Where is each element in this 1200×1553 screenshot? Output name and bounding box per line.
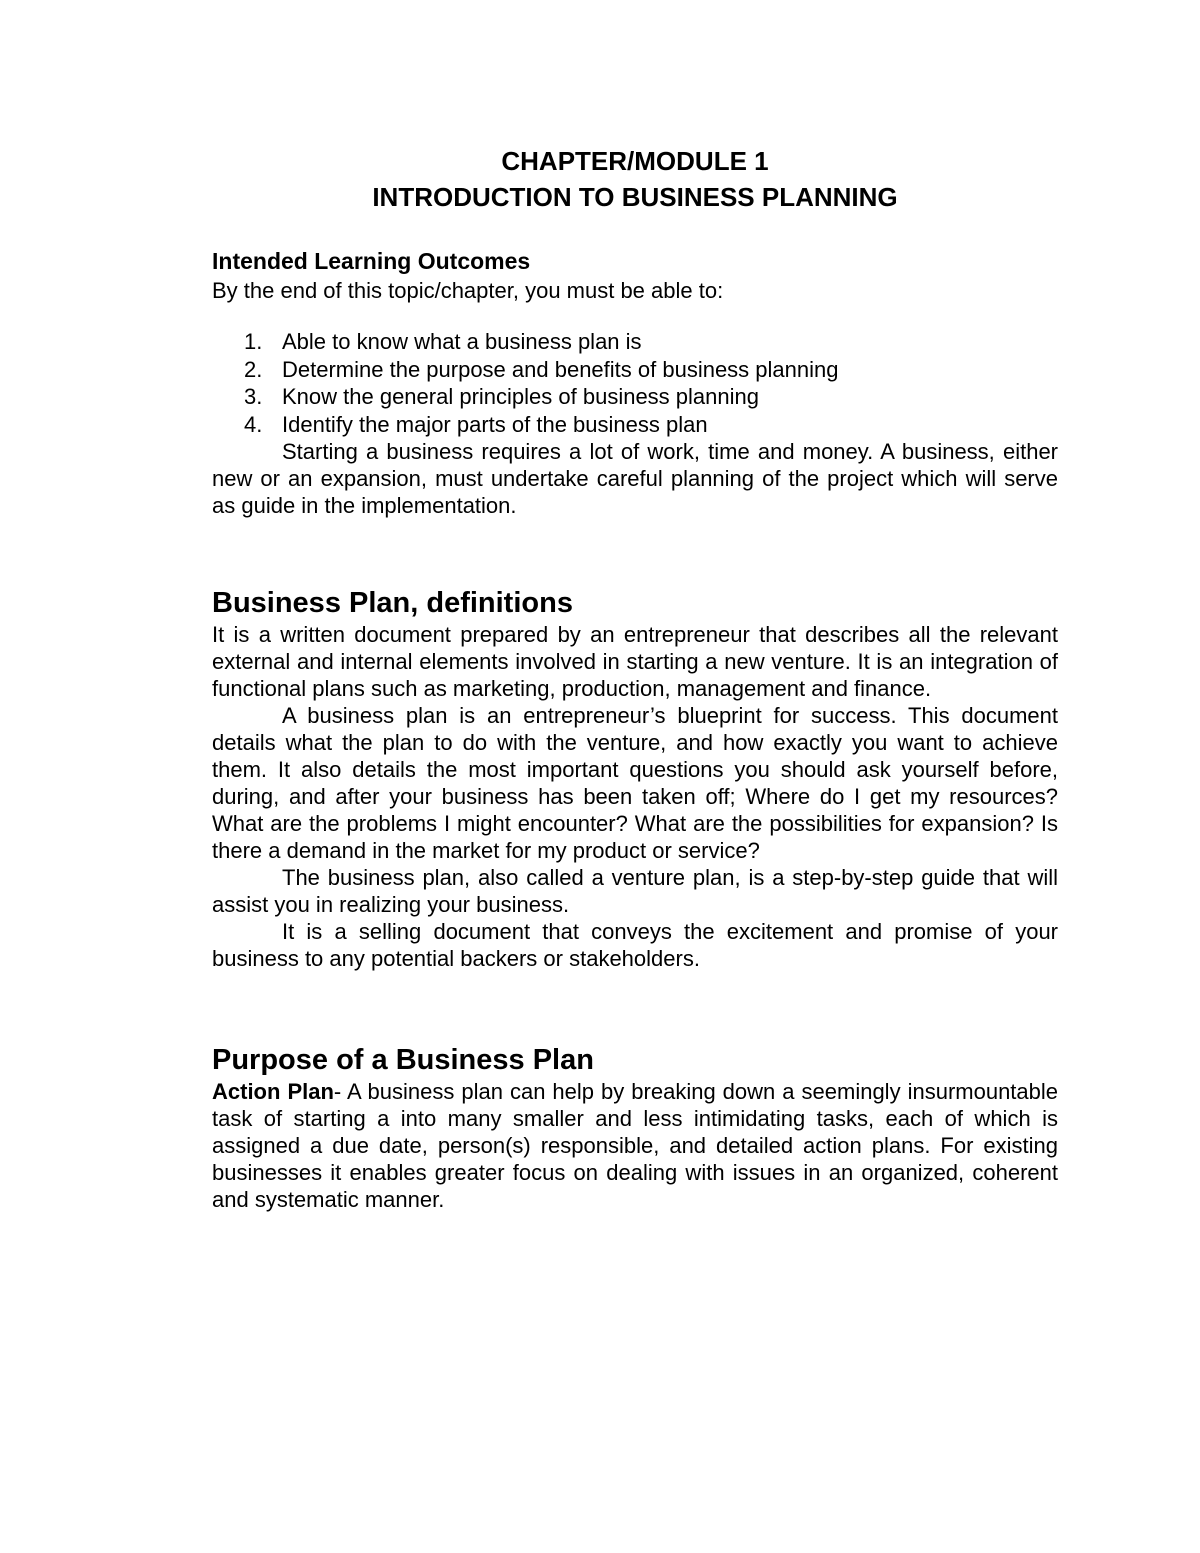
action-plan-text: - A business plan can help by breaking down a seemingly insurmountable task of starting a into many smaller and less intimidating tasks, each of which is assigned a due date, person(s) responsible, and detailed action plans. For existing businesses it enables greater focus on dealing with issues in an organized, coherent and systematic manner. bbox=[212, 1079, 1059, 1212]
chapter-module-label: CHAPTER/MODULE 1 bbox=[501, 146, 769, 176]
section-heading-purpose: Purpose of a Business Plan bbox=[212, 1044, 594, 1076]
list-item bbox=[212, 411, 1058, 439]
chapter-title bbox=[212, 143, 1058, 215]
outcomes-list bbox=[212, 328, 1058, 438]
list-item bbox=[212, 383, 1058, 411]
list-item bbox=[212, 356, 1058, 384]
action-plan-term: Action Plan bbox=[212, 1079, 334, 1104]
list-item-text: Know the general principles of business planning bbox=[282, 384, 759, 409]
definition-paragraph-2: A business plan is an entrepreneur’s blueprint for success. This document details what the plan to do with the venture, and how exactly you want to achieve them. It also details the most important questions you should ask yourself before, during, and after your business has been taken off; Where do I get my resources? What are the problems I might encounter? What are the possibilities for expansion? Is there a demand in the market for my product or service? bbox=[212, 703, 1058, 863]
definition-paragraph-3: The business plan, also called a venture plan, is a step-by-step guide that will assist you in realizing your business. bbox=[212, 865, 1058, 917]
list-item-number: 1. bbox=[244, 329, 263, 354]
intro-paragraph: Starting a business requires a lot of work, time and money. A business, either new or an expansion, must undertake careful planning of the project which will serve as guide in the implementation. bbox=[212, 439, 1058, 518]
outcomes-intro: By the end of this topic/chapter, you must be able to: bbox=[212, 278, 724, 303]
list-item-text: Determine the purpose and benefits of business planning bbox=[282, 356, 839, 382]
chapter-main-title: INTRODUCTION TO BUSINESS PLANNING bbox=[372, 182, 898, 212]
list-item-number: 4. bbox=[244, 411, 263, 437]
list-item bbox=[212, 328, 1058, 356]
list-item-number: 3. bbox=[244, 384, 263, 409]
document-content bbox=[212, 143, 1058, 1213]
definition-paragraph-4: It is a selling document that conveys the excitement and promise of your business to any potential backers or stakeholders. bbox=[212, 919, 1058, 971]
outcomes-heading: Intended Learning Outcomes bbox=[212, 248, 531, 274]
list-item-number: 2. bbox=[244, 356, 263, 382]
definition-paragraph-1: It is a written document prepared by an entrepreneur that describes all the relevant external and internal elements involved in starting a new venture. It is an integration of functional plans such as marketing, production, management and finance. bbox=[212, 622, 1058, 701]
section-heading-definitions: Business Plan, definitions bbox=[212, 587, 573, 619]
action-plan-paragraph bbox=[212, 1078, 1058, 1213]
list-item-text: Identify the major parts of the business plan bbox=[282, 411, 708, 437]
list-item-text: Able to know what a business plan is bbox=[282, 329, 642, 354]
